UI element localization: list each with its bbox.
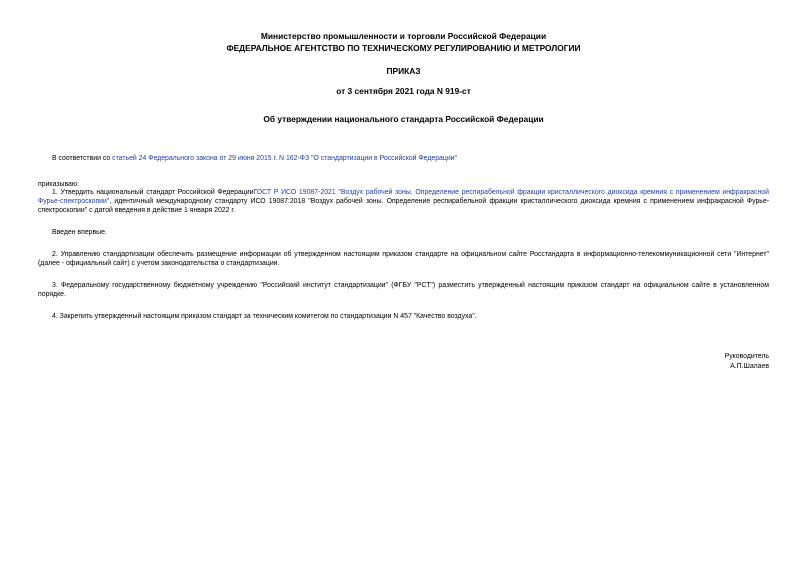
paragraph-3: 3. Федеральному государственному бюджетному учреждению "Российский институт стандартизации" (ФГБУ "РСТ") разместить утвержденный настоящим приказом стандарт на официальном сайте в установленном порядке. <box>38 282 769 299</box>
intro-paragraph <box>52 154 772 163</box>
paragraph-1 <box>38 188 769 216</box>
agency-name: ФЕДЕРАЛЬНОЕ АГЕНТСТВО ПО ТЕХНИЧЕСКОМУ РЕГУЛИРОВАНИЮ И МЕТРОЛОГИИ <box>226 43 581 53</box>
paragraph-4: 4. Закрепить утвержденный настоящим приказом стандарт за техническим комитетом по стандартизации N 457 "Качество воздуха". <box>52 313 477 320</box>
paragraph-1-prefix: 1. Утвердить национальный стандарт Российской Федерации <box>52 189 254 196</box>
document-date-number: от 3 сентября 2021 года N 919-ст <box>336 86 471 96</box>
document-type: ПРИКАЗ <box>386 66 421 76</box>
signatory-position: Руководитель <box>724 353 769 360</box>
introduced-first-note: Введен впервые. <box>52 229 107 236</box>
order-word: приказываю: <box>38 181 79 188</box>
paragraph-2: 2. Управлению стандартизации обеспечить размещение информации об утвержденном настоящим приказом стандарте на официальном сайте Росстандарта в информационно-телекоммуникационной сети "Интернет" (далее - официальный сайт) с учетом законодательства о стандартизации. <box>38 251 769 268</box>
signatory-name: А.П.Шалаев <box>730 363 769 370</box>
paragraph-1-suffix: , идентичный международному стандарту ИСО 19087:2018 "Воздух рабочей зоны. Определение респирабельной фракции кристаллического диоксида кремния с применением инфракрасной Фурье-спектроскопии" с датой введения в действие 1 января 2022 г. <box>38 198 769 215</box>
intro-prefix: В соответствии со <box>52 155 113 162</box>
gost-standard-link[interactable]: ГОСТ Р ИСО 19087-2021 "Воздух рабочей зоны. Определение респирабельной фракции кристаллического диоксида кремния с применением инфракрасной Фурье-спектроскопии" <box>38 189 769 206</box>
ministry-name: Министерство промышленности и торговли Российской Федерации <box>260 31 547 41</box>
federal-law-link[interactable]: статьей 24 Федерального закона от 29 июня 2015 г. N 162-ФЗ "О стандартизации в Российской Федерации" <box>112 155 457 162</box>
document-title: Об утверждении национального стандарта Российской Федерации <box>263 114 544 124</box>
